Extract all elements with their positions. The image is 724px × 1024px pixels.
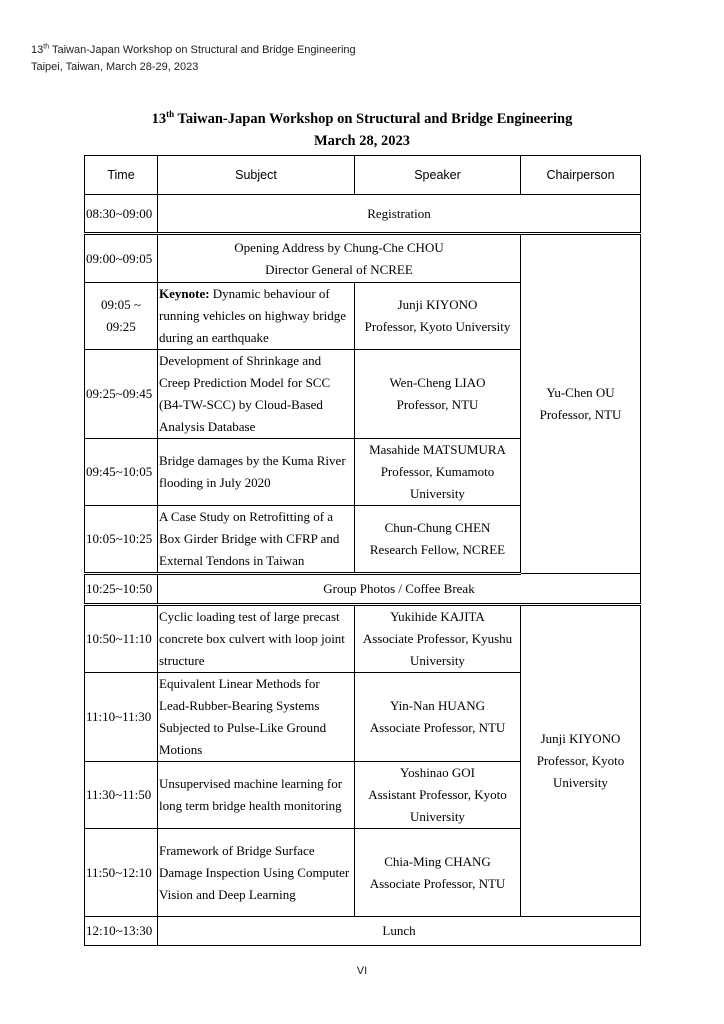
table-row xyxy=(85,605,641,673)
chair-session2 xyxy=(521,605,641,917)
row-time: 11:30~11:50 xyxy=(85,762,158,829)
row-time: 11:10~11:30 xyxy=(85,673,158,762)
opening-line1: Opening Address by Chung-Che CHOU xyxy=(234,239,444,255)
document-title: 13th Taiwan-Japan Workshop on Structural and Bridge Engineering xyxy=(151,109,573,127)
chair1-name: Yu-Chen OU xyxy=(546,385,615,400)
row-subject: A Case Study on Retrofitting of a Box Girder Bridge with CFRP and External Tendons in Taiwan xyxy=(158,506,355,574)
row-subject: Bridge damages by the Kuma River flooding in July 2020 xyxy=(158,439,355,506)
row-speaker xyxy=(355,350,521,439)
row-subject: Framework of Bridge Surface Damage Inspection Using Computer Vision and Deep Learning xyxy=(158,829,355,917)
row-subject: Development of Shrinkage and Creep Prediction Model for SCC (B4-TW-SCC) by Cloud-Based Analysis Database xyxy=(158,350,355,439)
header-chairperson: Chairperson xyxy=(521,156,641,195)
running-header-line1: 13th Taiwan-Japan Workshop on Structural and Bridge Engineering xyxy=(31,43,356,56)
table-row xyxy=(85,917,641,946)
lunch-time: 12:10~13:30 xyxy=(85,917,158,946)
keynote-label: Keynote: xyxy=(159,286,210,301)
subject-text: Dynamic behaviour of running vehicles on highway bridge during an earthquake xyxy=(159,286,347,345)
chair1-title: Professor, NTU xyxy=(539,407,622,422)
row-subject: Unsupervised machine learning for long term bridge health monitoring xyxy=(158,762,355,829)
running-header-line2: Taipei, Taiwan, March 28-29, 2023 xyxy=(31,61,199,73)
speaker-title: Professor, Kumamoto University xyxy=(380,464,495,501)
registration-label: Registration xyxy=(158,195,641,234)
time-line1: 09:05 ~ xyxy=(101,297,141,312)
schedule-table xyxy=(84,155,641,946)
table-row xyxy=(85,234,641,283)
speaker-name: Chia-Ming CHANG xyxy=(384,853,491,869)
row-subject xyxy=(158,283,355,350)
row-speaker xyxy=(355,439,521,506)
row-subject: Cyclic loading test of large precast concrete box culvert with loop joint structure xyxy=(158,605,355,673)
row-speaker xyxy=(355,829,521,917)
chair2-title: Professor, Kyoto University xyxy=(536,753,625,790)
header-time: Time xyxy=(85,156,158,195)
row-speaker xyxy=(355,506,521,574)
document-date: March 28, 2023 xyxy=(314,133,410,149)
speaker-name: Junji KIYONO xyxy=(397,297,478,312)
row-time: 09:45~10:05 xyxy=(85,439,158,506)
speaker-name: Masahide MATSUMURA xyxy=(369,442,506,457)
speaker-title: Assistant Professor, Kyoto University xyxy=(368,787,507,824)
opening-line2: Director General of NCREE xyxy=(265,261,413,277)
speaker-name: Wen-Cheng LIAO xyxy=(389,375,486,390)
speaker-name: Yukihide KAJITA xyxy=(390,609,485,624)
row-subject: Equivalent Linear Methods for Lead-Rubber-Bearing Systems Subjected to Pulse-Like Ground Motions xyxy=(158,673,355,762)
row-time: 10:50~11:10 xyxy=(85,605,158,673)
row-speaker xyxy=(355,283,521,350)
table-header-row xyxy=(85,156,641,195)
row-time xyxy=(85,283,158,350)
row-speaker xyxy=(355,605,521,673)
break-label: Group Photos / Coffee Break xyxy=(158,574,641,605)
row-speaker xyxy=(355,762,521,829)
chair2-name: Junji KIYONO xyxy=(540,731,621,746)
lunch-label: Lunch xyxy=(158,917,641,946)
speaker-title: Associate Professor, Kyushu University xyxy=(362,631,513,668)
speaker-title: Associate Professor, NTU xyxy=(369,720,506,735)
row-time: 09:25~09:45 xyxy=(85,350,158,439)
speaker-title: Professor, Kyoto University xyxy=(364,319,511,334)
speaker-name: Yoshinao GOI xyxy=(400,765,475,780)
row-time: 11:50~12:10 xyxy=(85,829,158,917)
header-subject: Subject xyxy=(158,156,355,195)
speaker-name: Chun-Chung CHEN xyxy=(384,520,491,535)
header-speaker: Speaker xyxy=(355,156,521,195)
break-time: 10:25~10:50 xyxy=(85,574,158,605)
registration-time: 08:30~09:00 xyxy=(85,195,158,234)
chair-session1 xyxy=(521,234,641,574)
time-line2: 09:25 xyxy=(106,319,136,334)
speaker-name: Yin-Nan HUANG xyxy=(390,698,485,713)
speaker-title: Research Fellow, NCREE xyxy=(369,542,506,557)
opening-time: 09:00~09:05 xyxy=(85,234,158,283)
row-time: 10:05~10:25 xyxy=(85,506,158,574)
speaker-title: Associate Professor, NTU xyxy=(369,875,506,891)
row-speaker xyxy=(355,673,521,762)
page-number: VI xyxy=(356,965,368,977)
speaker-title: Professor, NTU xyxy=(396,397,479,412)
table-row xyxy=(85,574,641,605)
table-row xyxy=(85,195,641,234)
opening-address xyxy=(158,234,521,283)
